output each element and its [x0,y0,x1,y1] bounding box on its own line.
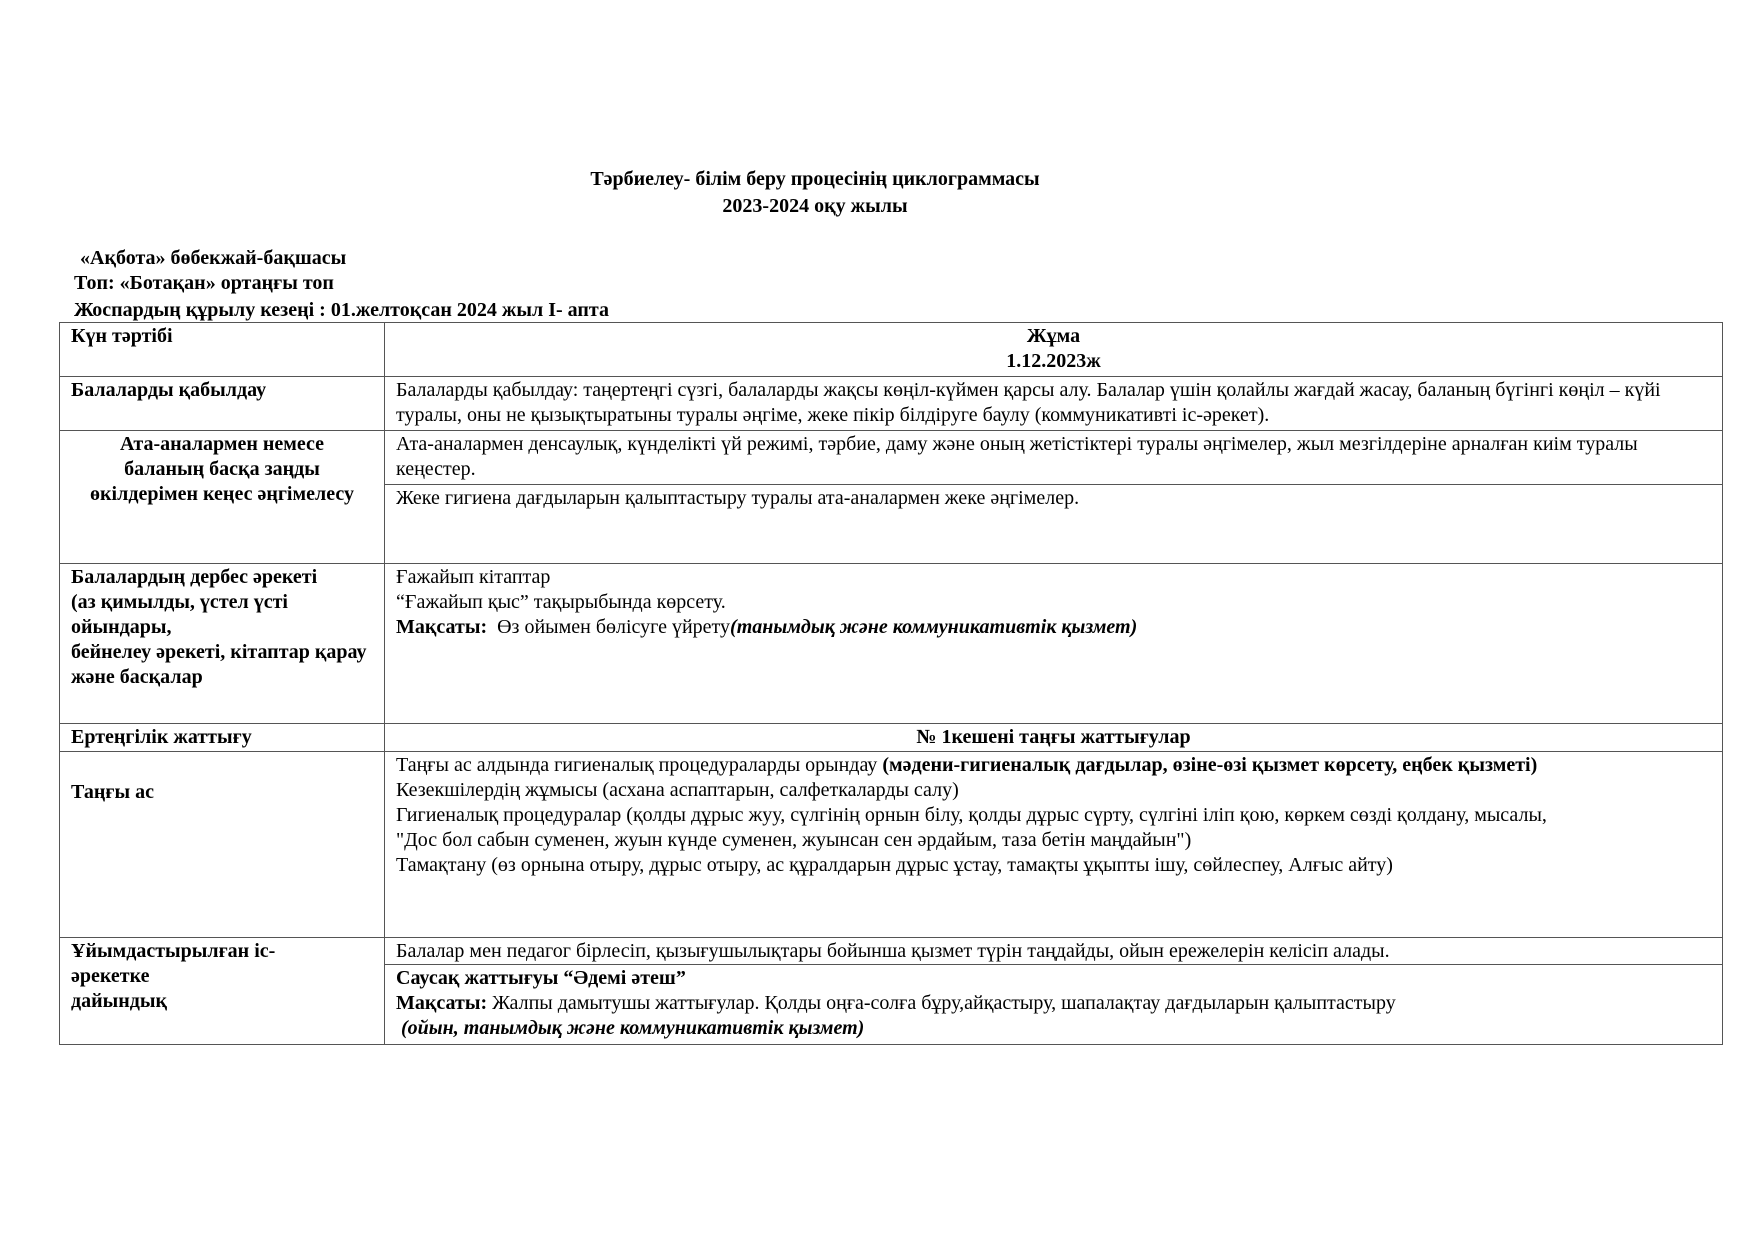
morning-exercise-label: Ертеңгілік жаттығу [71,726,252,748]
organized-goal [396,991,1711,1016]
parents-text-2: Жеке гигиена дағдыларын қалыптастыру туралы ата-аналармен жеке әңгімелер. [396,487,1080,509]
breakfast-label: Таңғы ас [71,781,154,803]
row-content-cell [385,564,1723,724]
independent-label-1: Балалардың дербес әрекеті [71,566,318,588]
row-content-cell [385,431,1723,485]
row-label-cell [60,564,385,724]
row-label-cell [60,938,385,1045]
group-name: Топ: «Ботақан» ортаңғы топ [74,272,334,294]
goal-tag: (танымдық және коммуникативтік қызмет) [730,616,1138,638]
organized-label-1: Ұйымдастырылған іс- [71,940,276,962]
independent-line-1: Ғажайып кітаптар [396,566,551,588]
header-day-cell [385,323,1723,377]
table-header-row [60,323,1723,377]
header-schedule-label: Күн тәртібі [71,325,173,347]
document-title: Тәрбиелеу- білім беру процесінің циклограммасы [590,168,1040,190]
goal-label: Мақсаты: [396,616,488,638]
kindergarten-name: «Ақбота» бөбекжай-бақшасы [80,247,347,269]
parents-text-1: Ата-аналармен денсаулық, күнделікті үй режимі, тәрбие, даму және оның жетістіктері туралы әңгімелер, жыл мезгілдеріне арналған киім туралы кеңестер. [396,433,1638,480]
table-row [60,752,1723,938]
organized-text-1: Балалар мен педагог бірлесіп, қызығушылықтары бойынша қызмет түрін таңдайды, ойын ережелерін келісіп алады. [396,940,1390,962]
organized-goal-tag: (ойын, танымдық және коммуникативтік қызмет) [396,1017,865,1039]
goal-text: Өз ойымен бөлісуге үйрету [487,616,731,638]
breakfast-line-2: Кезекшілердің жұмысы (асхана аспаптарын, салфеткаларды салу) [396,779,959,801]
breakfast-line-5: Тамақтану (өз орнына отыру, дұрыс отыру, ас құралдарын дұрыс ұстау, тамақты ұқыпты ішу, сөйлеспеу, Алғыс айту) [396,854,1393,876]
parents-label: Ата-аналармен немесе баланың басқа заңды өкілдерімен кеңес әңгімелесу [90,433,354,505]
goal-text: Жалпы дамытушы жаттығулар. Қолды оңға-солға бұру,айқастыру, шапалақтау дағдыларын қалыптастыру [487,992,1396,1014]
table-row [60,938,1723,965]
table-row [60,377,1723,431]
breakfast-line-1-bold: (мәдени-гигиеналық дағдылар, өзіне-өзі қызмет көрсету, еңбек қызметі) [882,754,1538,776]
table-row [60,564,1723,724]
reception-label: Балаларды қабылдау [71,379,267,401]
row-content-cell [385,752,1723,938]
row-content-cell [385,965,1723,1045]
header-day: Жұма [1026,325,1081,347]
goal-label: Мақсаты: [396,992,488,1014]
organized-label-2: әрекетке [71,965,150,987]
row-label-cell [60,431,385,564]
header-date: 1.12.2023ж [1006,350,1101,372]
row-label-cell [60,377,385,431]
row-content-cell [385,377,1723,431]
row-label-cell [60,752,385,938]
row-content-cell [385,485,1723,564]
finger-exercise-title: Саусақ жаттығуы “Әдемі әтеш” [396,967,686,989]
header-schedule-cell [60,323,385,377]
cyclogram-table [59,322,1723,1045]
breakfast-line-1-text: Таңғы ас алдында гигиеналық процедураларды орындау [396,754,883,776]
independent-line-2: “Ғажайып қыс” тақырыбында көрсету. [396,591,726,613]
row-content-cell [385,938,1723,965]
independent-label-2: (аз қимылды, үстел үсті ойындары, [71,591,288,638]
table-row [60,431,1723,485]
academic-year: 2023-2024 оқу жылы [722,195,908,217]
table-row [60,724,1723,752]
breakfast-line-1 [396,753,1711,778]
independent-label-3: бейнелеу әрекеті, кітаптар қарау және басқалар [71,641,367,688]
morning-exercise-text: № 1кешені таңғы жаттығулар [916,726,1191,748]
independent-goal [396,615,1711,640]
breakfast-line-3: Гигиеналық процедуралар (қолды дұрыс жуу, сүлгінің орнын білу, қолды дұрыс сүрту, сүлгіні іліп қою, көркем сөзді қолдану, мысалы, [396,804,1547,826]
row-label-cell [60,724,385,752]
reception-text: Балаларды қабылдау: таңертеңгі сүзгі, балаларды жақсы көңіл-күймен қарсы алу. Балалар үшін қолайлы жағдай жасау, баланың бүгінгі көңіл – күйі туралы, оны не қызықтыратыны туралы әңгіме, жеке пікір білдіруге баулу (коммуникативті іс-әрекет). [396,379,1661,426]
breakfast-line-4: "Дос бол сабын суменен, жуын күнде суменен, жуынсан сен әрдайым, таза бетін маңдайын") [396,829,1192,851]
row-content-cell [385,724,1723,752]
planning-period: Жоспардың құрылу кезеңі : 01.желтоқсан 2024 жыл І- апта [74,299,609,321]
organized-label-3: дайындық [71,990,168,1012]
